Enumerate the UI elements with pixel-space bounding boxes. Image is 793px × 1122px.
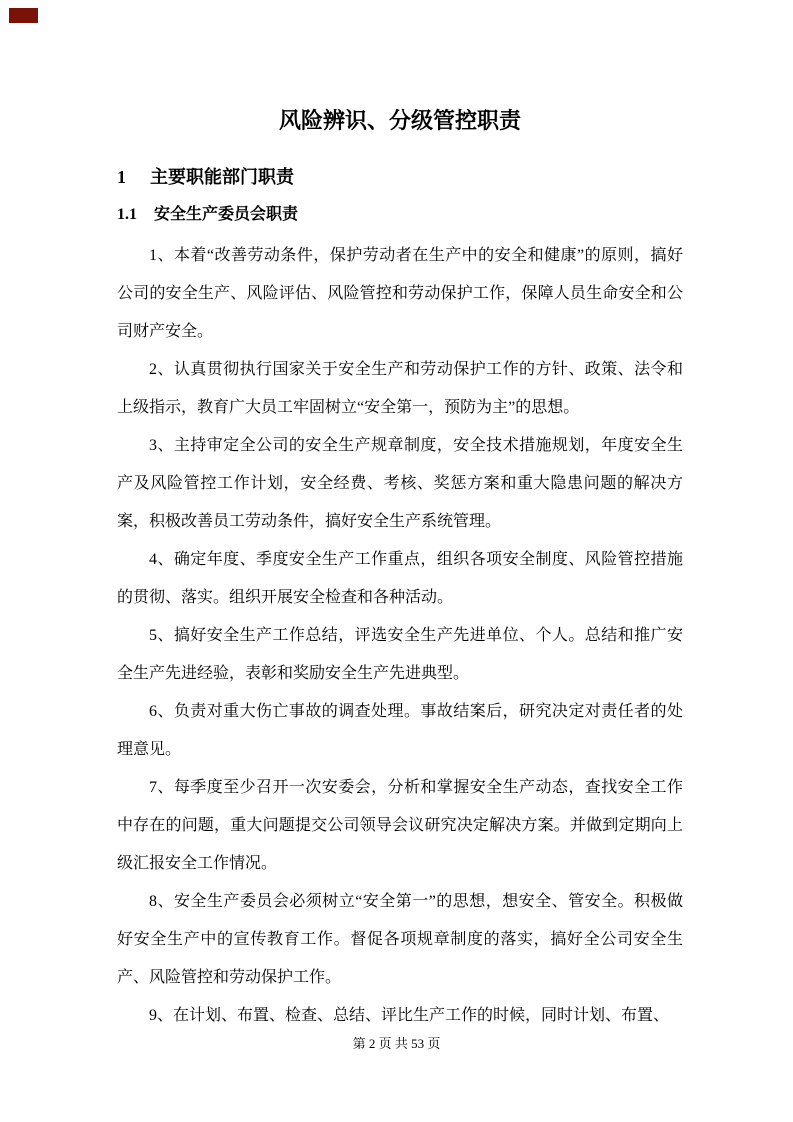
page-number-footer: 第 2 页 共 53 页 — [352, 1036, 441, 1051]
paragraph-2: 2、认真贯彻执行国家关于安全生产和劳动保护工作的方针、政策、法令和上级指示，教育广大员工牢固树立“安全第一，预防为主”的思想。 — [117, 361, 683, 416]
document-content — [117, 0, 683, 1035]
paragraph-5: 5、搞好安全生产工作总结，评选安全生产先进单位、个人。总结和推广安全生产先进经验，表彰和奖励安全生产先进典型。 — [117, 627, 683, 682]
paragraph-9: 9、在计划、布置、检查、总结、评比生产工作的时候，同时计划、布置、 — [149, 1007, 670, 1024]
section-number: 1 — [117, 167, 126, 187]
section-title: 主要职能部门职责 — [150, 167, 294, 187]
paragraph-1: 1、本着“改善劳动条件，保护劳动者在生产中的安全和健康”的原则，搞好公司的安全生产、风险评估、风险管控和劳动保护工作，保障人员生命安全和公司财产安全。 — [117, 247, 683, 340]
document-body — [117, 237, 683, 1035]
paragraph-7: 7、每季度至少召开一次安委会，分析和掌握安全生产动态，查找安全工作中存在的问题，重大问题提交公司领导会议研究决定解决方案。并做到定期向上级汇报安全工作情况。 — [117, 779, 683, 872]
document-title: 风险辨识、分级管控职责 — [278, 108, 521, 133]
section-heading — [117, 163, 683, 191]
paragraph-6: 6、负责对重大伤亡事故的调查处理。事故结案后，研究决定对责任者的处理意见。 — [117, 703, 683, 758]
corner-mark — [9, 8, 38, 23]
paragraph-4: 4、确定年度、季度安全生产工作重点，组织各项安全制度、风险管控措施的贯彻、落实。组织开展安全检查和各种活动。 — [117, 551, 683, 606]
paragraph-3: 3、主持审定全公司的安全生产规章制度，安全技术措施规划，年度安全生产及风险管控工作计划，安全经费、考核、奖惩方案和重大隐患问题的解决方案，积极改善员工劳动条件，搞好安全生产系统管理。 — [117, 437, 683, 530]
paragraph-8: 8、安全生产委员会必须树立“安全第一”的思想，想安全、管安全。积极做好安全生产中的宣传教育工作。督促各项规章制度的落实，搞好全公司安全生产、风险管控和劳动保护工作。 — [117, 893, 683, 986]
subsection-heading — [117, 201, 683, 229]
subsection-number: 1.1 — [117, 206, 137, 223]
subsection-title: 安全生产委员会职责 — [154, 206, 299, 223]
